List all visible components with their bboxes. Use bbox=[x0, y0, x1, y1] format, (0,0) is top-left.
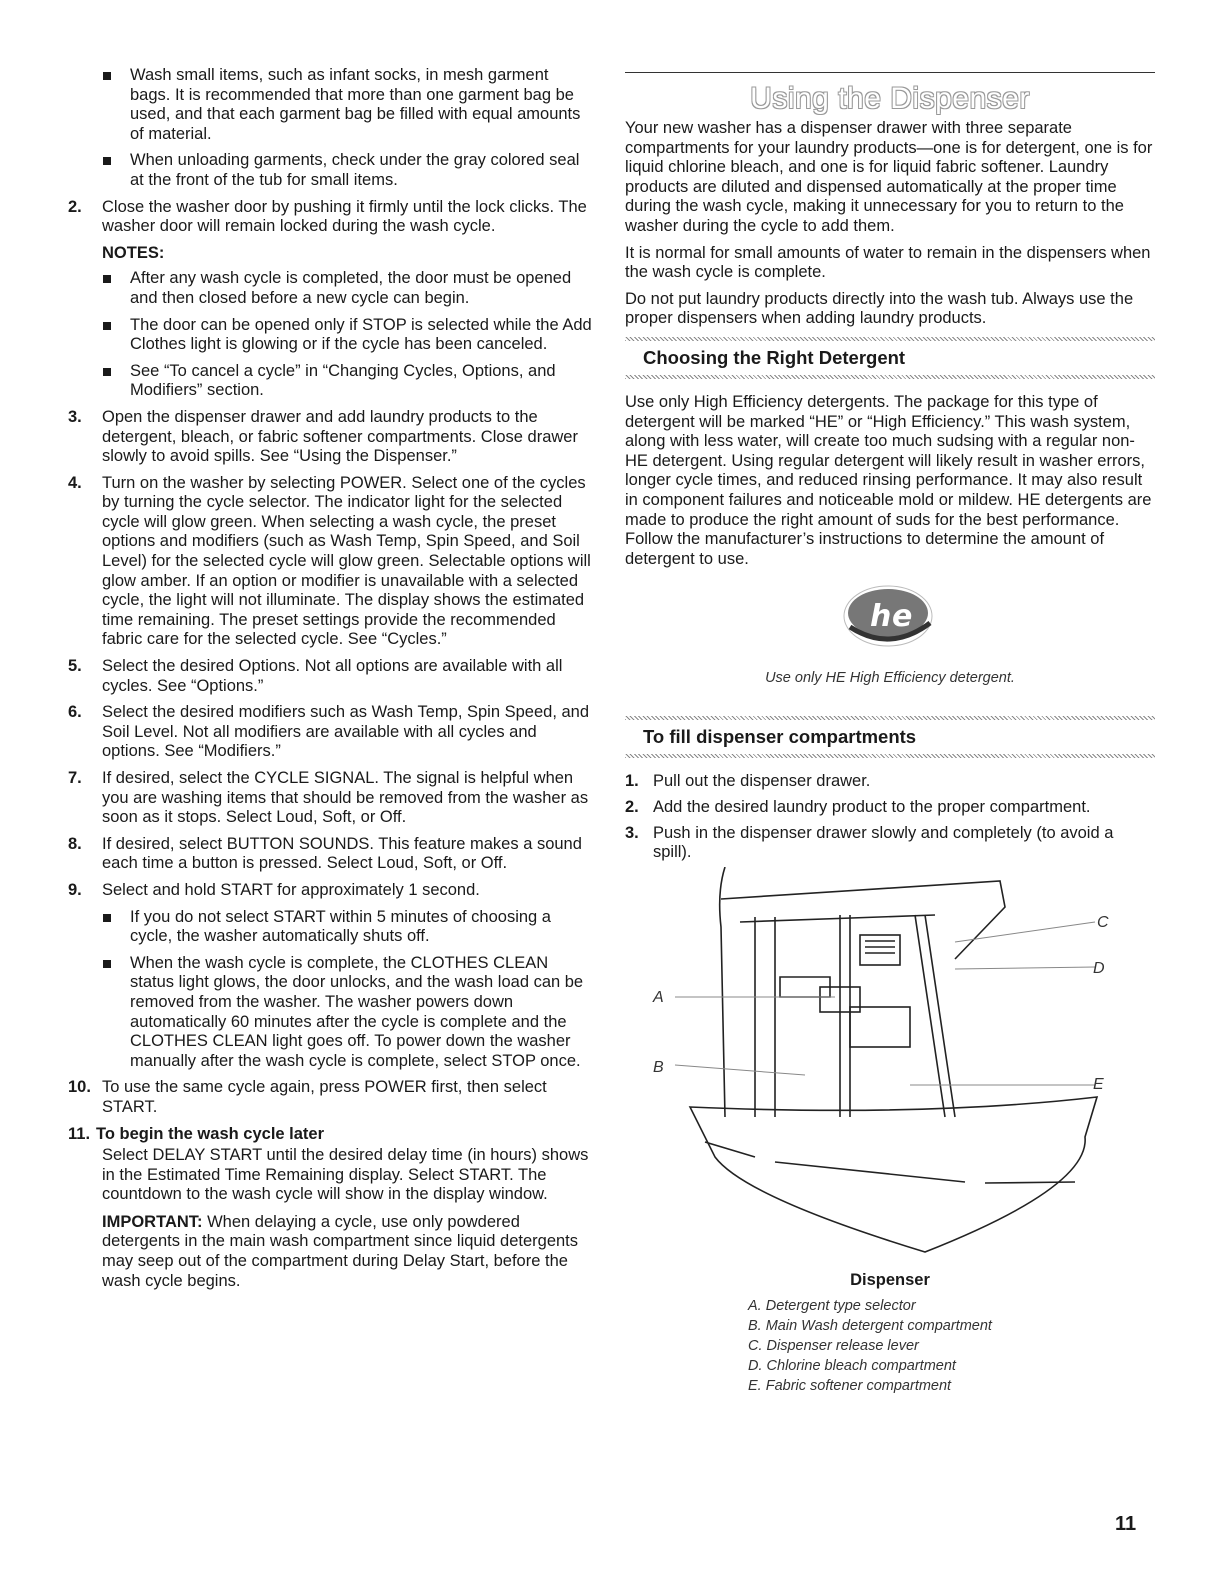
legend-item: B. Main Wash detergent compartment bbox=[748, 1318, 992, 1335]
label-d: D bbox=[1093, 959, 1105, 977]
fill-step: 1. Pull out the dispenser drawer. bbox=[625, 772, 871, 791]
svg-text:e: e bbox=[892, 599, 913, 635]
list-item: If you do not select START within 5 minutes of choosing a cycle, the washer automatically shuts off. bbox=[68, 908, 593, 947]
right-column bbox=[625, 66, 1155, 1396]
fill-step: 2. Add the desired laundry product to the proper compartment. bbox=[625, 798, 1091, 817]
intro-paragraph: Your new washer has a dispenser drawer with three separate compartments for your laundry products—one is for detergent, one is for liquid chlorine bleach, and one is for liquid fabric softener. Laundry products are diluted and dispensed automatically at the proper time during the wash cycle, making it unnecessary for you to return to the washer during the cycle to add them. bbox=[625, 119, 1153, 235]
left-column bbox=[68, 66, 593, 1291]
legend-item: A. Detergent type selector bbox=[748, 1298, 916, 1315]
list-item: When the wash cycle is complete, the CLOTHES CLEAN status light glows, the door unlocks, and the wash load can be removed from the washer. The washer powers down automatically 60 minutes after the cycle is complete and the CLOTHES CLEAN light goes off. To power down the washer manually after the wash cycle is complete, select STOP once. bbox=[68, 954, 593, 1072]
step-9: 9. Select and hold START for approximately 1 second. bbox=[68, 880, 480, 899]
list-item: See “To cancel a cycle” in “Changing Cycles, Options, and Modifiers” section. bbox=[68, 362, 593, 401]
fill-step: 3. Push in the dispenser drawer slowly and completely (to avoid a spill). bbox=[625, 823, 1114, 862]
step-5: 5. Select the desired Options. Not all options are available with all cycles. See “Options.” bbox=[68, 657, 563, 695]
important-note: IMPORTANT: When delaying a cycle, use only powdered detergents in the main wash compartment since liquid detergents may seep out of the compartment during Delay Start, before the wash cycle begins. bbox=[102, 1212, 579, 1290]
label-b: B bbox=[653, 1058, 664, 1076]
dispenser-title: Dispenser bbox=[850, 1270, 930, 1289]
divider bbox=[625, 754, 1155, 758]
he-logo-icon bbox=[840, 583, 940, 653]
step-11-title: To begin the wash cycle later bbox=[96, 1124, 325, 1143]
label-a: A bbox=[653, 988, 664, 1006]
page-number: 11 bbox=[1115, 1513, 1137, 1535]
dispenser-diagram bbox=[625, 867, 1155, 1267]
list-item: After any wash cycle is completed, the door must be opened and then closed before a new cycle can begin. bbox=[68, 269, 593, 308]
he-caption: Use only HE High Efficiency detergent. bbox=[765, 669, 1015, 686]
step-2: 2. Close the washer door by pushing it firmly until the lock clicks. The washer door will remain locked during the wash cycle. bbox=[68, 197, 587, 236]
svg-text:h: h bbox=[870, 599, 892, 635]
notes-label: NOTES: bbox=[102, 243, 165, 262]
label-e: E bbox=[1093, 1075, 1104, 1093]
step-3: 3. Open the dispenser drawer and add laundry products to the detergent, bleach, or fabric softener compartments. Close drawer slowly to avoid spills. See “Using the Dispenser.” bbox=[68, 407, 578, 466]
he-logo bbox=[625, 583, 1155, 659]
step-11: 11. To begin the wash cycle later bbox=[68, 1125, 593, 1145]
step-10: 10. To use the same cycle again, press POWER first, then select START. bbox=[68, 1078, 547, 1116]
intro-paragraph: It is normal for small amounts of water to remain in the dispensers when the wash cycle is complete. bbox=[625, 243, 1151, 282]
dispenser-drawing bbox=[625, 867, 1155, 1267]
step-8: 8. If desired, select BUTTON SOUNDS. This feature makes a sound each time a button is pressed. Select Loud, Soft, or Off. bbox=[68, 834, 582, 873]
step-11-text: Select DELAY START until the desired delay time (in hours) shows in the Estimated Time Remaining display. Select START. The countdown to the wash cycle will show in the display window. bbox=[102, 1146, 589, 1204]
list-item: The door can be opened only if STOP is selected while the Add Clothes light is glowing or if the cycle has been canceled. bbox=[68, 316, 593, 355]
divider bbox=[625, 375, 1155, 379]
intro-paragraph: Do not put laundry products directly into the wash tub. Always use the proper dispensers when adding laundry products. bbox=[625, 289, 1134, 328]
label-c: C bbox=[1097, 913, 1109, 931]
list-item: When unloading garments, check under the gray colored seal at the front of the tub for small items. bbox=[68, 151, 593, 190]
step-7: 7. If desired, select the CYCLE SIGNAL. The signal is helpful when you are washing items that should be removed from the washer as soon as it stops. Select Loud, Soft, or Off. bbox=[68, 769, 589, 827]
legend-item: C. Dispenser release lever bbox=[748, 1338, 919, 1355]
top-rule bbox=[625, 72, 1155, 73]
legend-item: E. Fabric softener compartment bbox=[748, 1378, 952, 1395]
dispenser-legend bbox=[625, 1296, 1155, 1396]
detergent-paragraph: Use only High Efficiency detergents. The package for this type of detergent will be marked “HE” or “High Efficiency.” This wash system, along with less water, will create too much sudsing with a regular non-HE detergent. Using regular detergent will likely result in washer errors, longer cycle times, and reduced rinsing performance. It may also result in component failures and noticeable mold or mildew. HE detergents are made to produce the right amount of suds for the best performance. Follow the manufacturer’s instructions to determine the amount of detergent to use. bbox=[625, 392, 1152, 568]
subsection-heading: Choosing the Right Detergent bbox=[643, 346, 906, 368]
list-item: Wash small items, such as infant socks, in mesh garment bags. It is recommended that more than one garment bag be used, and that each garment bag be filled with equal amounts of material. bbox=[68, 66, 593, 144]
step-6: 6. Select the desired modifiers such as Wash Temp, Spin Speed, and Soil Level. Not all modifiers are available with all cycles and options. See “Modifiers.” bbox=[68, 703, 590, 761]
subsection-heading: To fill dispenser compartments bbox=[643, 726, 917, 748]
step-4: 4. Turn on the washer by selecting POWER. Select one of the cycles by turning the cycle selector. The indicator light for the selected cycle will glow green. When selecting a wash cycle, the preset options and modifiers (such as Wash Temp, Spin Speed, and Soil Level) for the selected cycle will glow green. Selectable options will glow amber. If an option or modifier is unavailable with a selected cycle, the light will not illuminate. The display shows the estimated time remaining. The preset settings provide the recommended fabric care for the selected cycle. See “Cycles.” bbox=[68, 473, 591, 649]
legend-item: D. Chlorine bleach compartment bbox=[748, 1358, 956, 1375]
section-title: Using the Dispenser bbox=[750, 82, 1030, 115]
